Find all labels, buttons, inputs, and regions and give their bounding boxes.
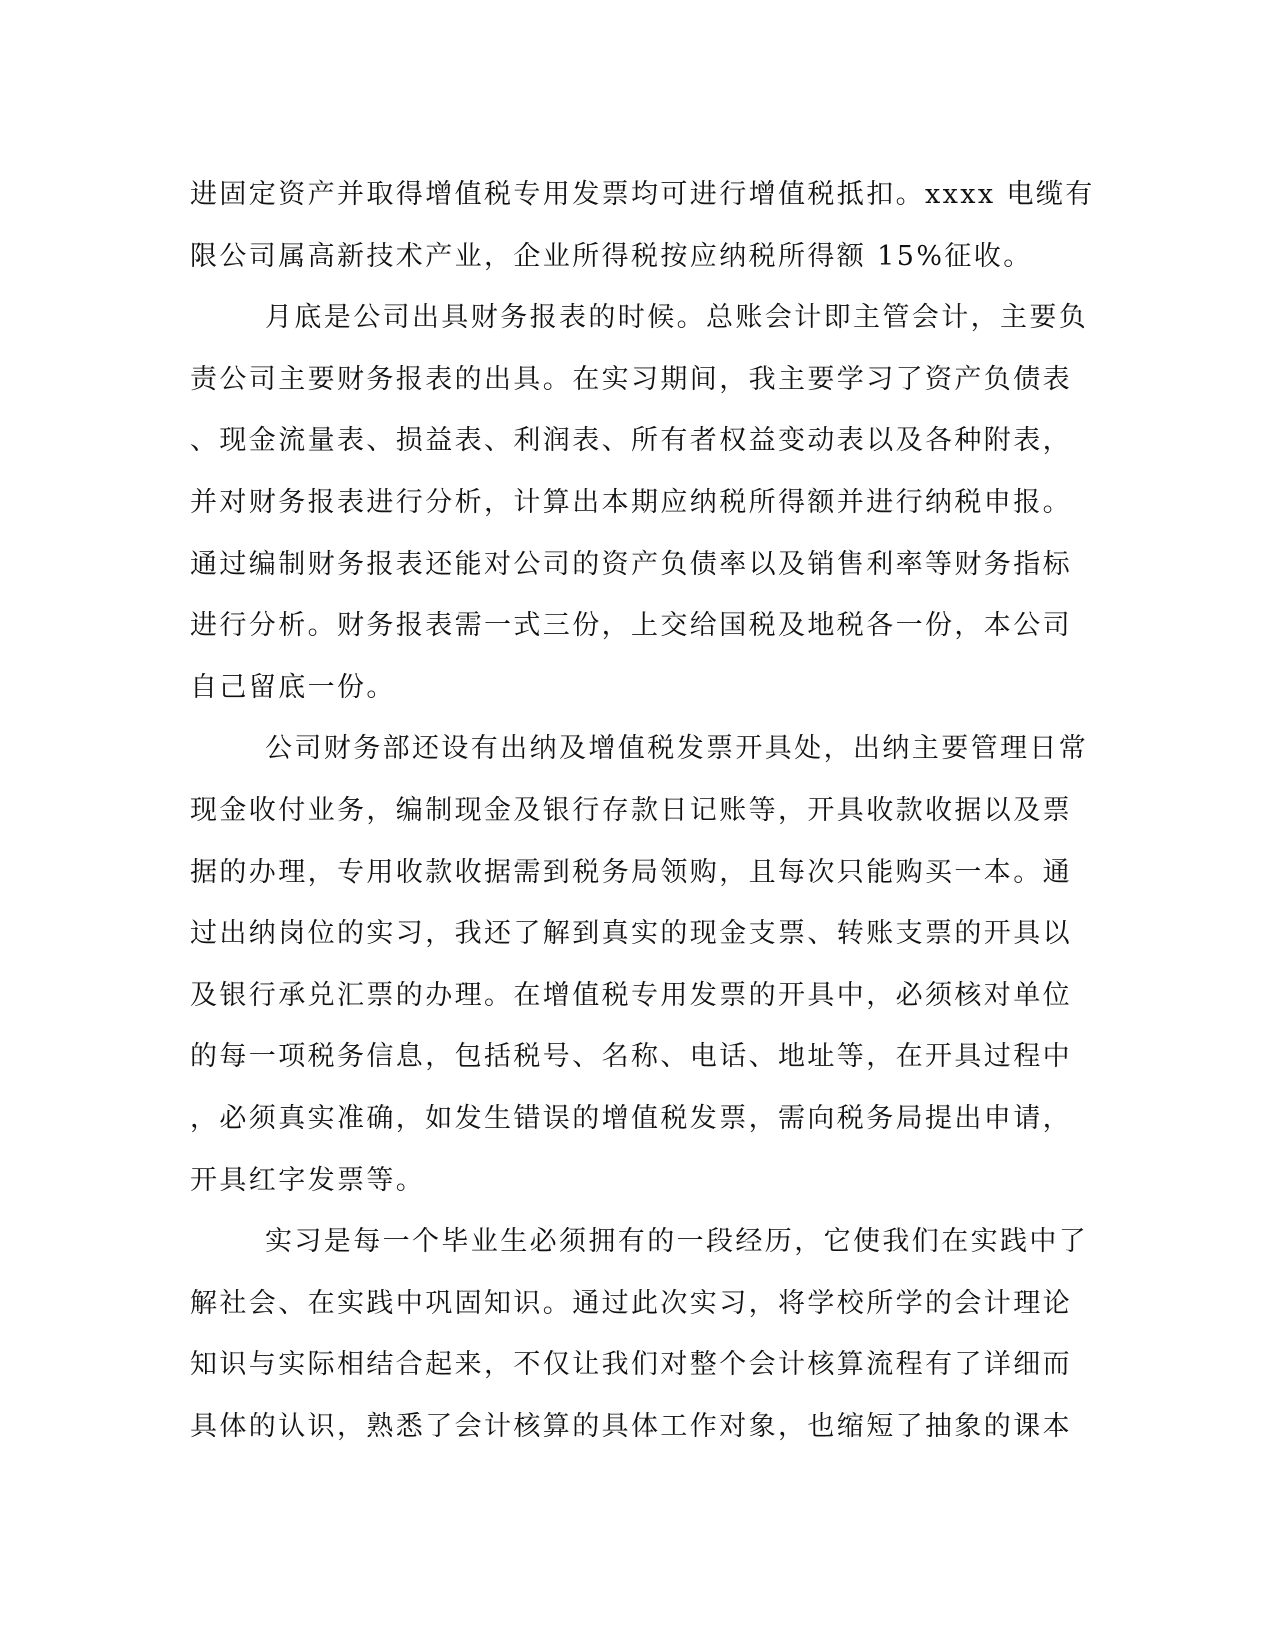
text-line: 具体的认识，熟悉了会计核算的具体工作对象，也缩短了抽象的课本 xyxy=(190,1410,1072,1442)
text-line: 限公司属高新技术产业，企业所得税按应纳税所得额 15%征收。 xyxy=(190,240,1033,272)
text-line: 开具红字发票等。 xyxy=(190,1164,426,1196)
paragraph-start-line: 实习是每一个毕业生必须拥有的一段经历，它使我们在实践中了 xyxy=(265,1226,1089,1258)
text-line: 解社会、在实践中巩固知识。通过此次实习，将学校所学的会计理论 xyxy=(190,1287,1072,1319)
text-line: 通过编制财务报表还能对公司的资产负债率以及销售利率等财务指标 xyxy=(190,548,1072,580)
text-line: 自己留底一份。 xyxy=(190,671,396,703)
body-text xyxy=(190,164,1095,1457)
text-line: 过出纳岗位的实习，我还了解到真实的现金支票、转账支票的开具以 xyxy=(190,918,1072,950)
text-line: 并对财务报表进行分析，计算出本期应纳税所得额并进行纳税申报。 xyxy=(190,486,1072,518)
text-line: 、现金流量表、损益表、利润表、所有者权益变动表以及各种附表， xyxy=(190,425,1072,457)
text-line: ，必须真实准确，如发生错误的增值税发票，需向税务局提出申请， xyxy=(190,1102,1072,1134)
text-line: 及银行承兑汇票的办理。在增值税专用发票的开具中，必须核对单位 xyxy=(190,979,1072,1011)
text-line: 进固定资产并取得增值税专用发票均可进行增值税抵扣。xxxx 电缆有 xyxy=(190,179,1095,210)
text-line: 的每一项税务信息，包括税号、名称、电话、地址等，在开具过程中 xyxy=(190,1041,1072,1073)
text-line: 现金收付业务，编制现金及银行存款日记账等，开具收款收据以及票 xyxy=(190,794,1072,826)
paragraph-start-line: 月底是公司出具财务报表的时候。总账会计即主管会计，主要负 xyxy=(265,302,1089,334)
text-line: 责公司主要财务报表的出具。在实习期间，我主要学习了资产负债表 xyxy=(190,363,1072,395)
paragraph-start-line: 公司财务部还设有出纳及增值税发票开具处，出纳主要管理日常 xyxy=(265,733,1089,765)
text-line: 据的办理，专用收款收据需到税务局领购，且每次只能购买一本。通 xyxy=(190,856,1072,888)
text-line: 知识与实际相结合起来，不仅让我们对整个会计核算流程有了详细而 xyxy=(190,1349,1072,1381)
text-line: 进行分析。财务报表需一式三份，上交给国税及地税各一份，本公司 xyxy=(190,610,1072,642)
